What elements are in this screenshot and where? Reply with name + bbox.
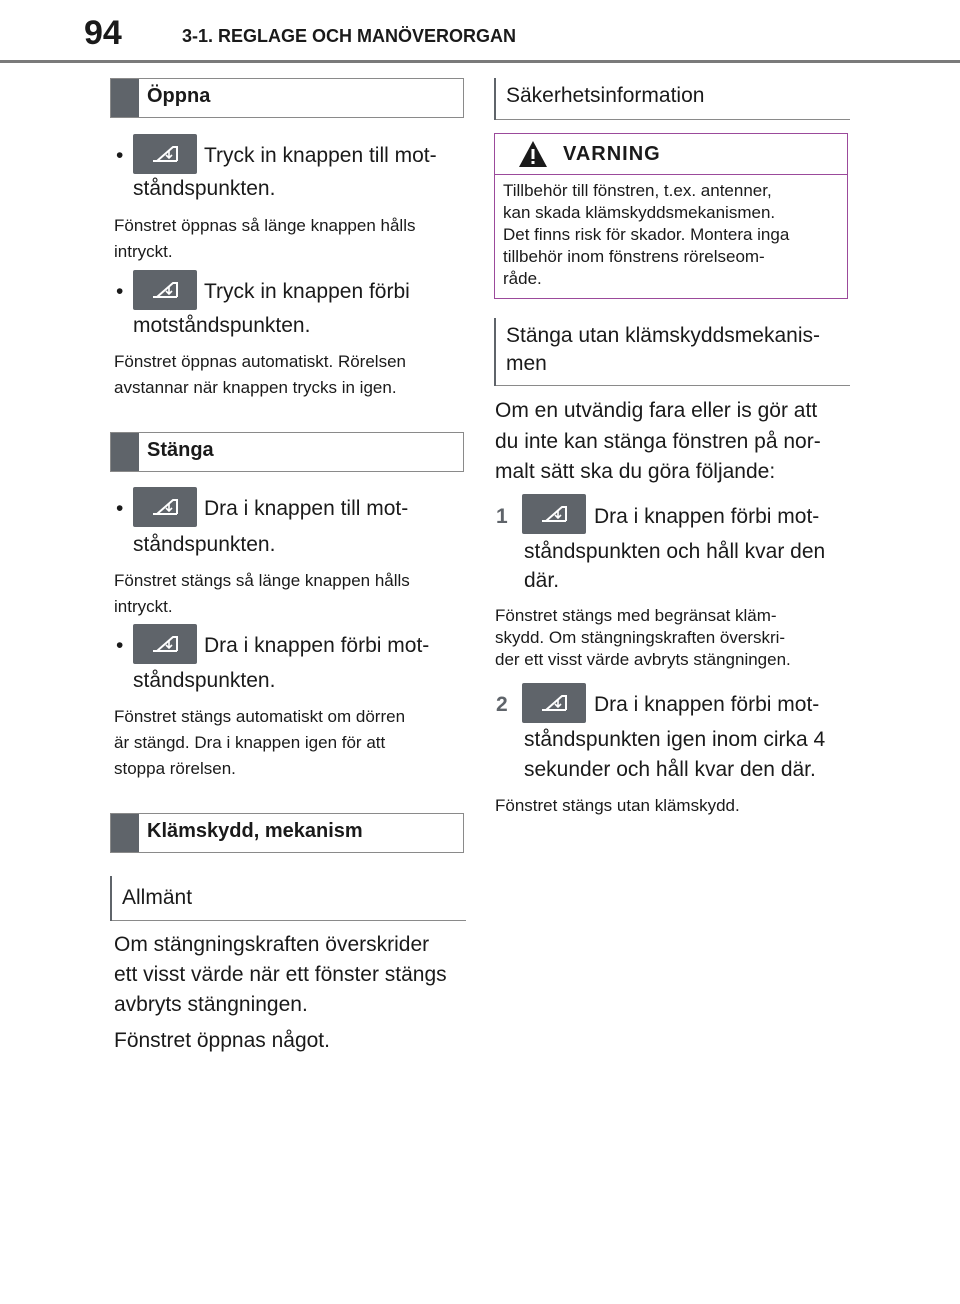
note-line: skydd. Om stängningskraften överskri- — [495, 628, 786, 647]
body-line: Fönstret öppnas något. — [114, 1029, 330, 1052]
note-line: intryckt. — [114, 242, 173, 261]
page-header — [0, 0, 960, 64]
note-line: der ett visst värde avbryts stängningen. — [495, 650, 791, 669]
subheading-allmant — [110, 876, 464, 921]
heading-oppna — [110, 78, 464, 118]
window-switch-icon — [522, 494, 586, 534]
body-line: Om en utvändig fara eller is gör att — [495, 399, 818, 422]
subheading-rule — [496, 119, 850, 120]
window-switch-icon — [522, 683, 586, 723]
instruction-line: där. — [524, 569, 560, 592]
subheading-text: Allmänt — [122, 886, 193, 909]
warning-body — [503, 180, 839, 290]
note-line: avstannar när knappen trycks in igen. — [114, 378, 397, 397]
note-line: Fönstret stängs med begränsat kläm- — [495, 606, 777, 625]
step-number: 2 — [496, 693, 508, 716]
heading-bar — [111, 433, 139, 471]
instruction-line: Dra i knappen förbi mot- — [204, 634, 430, 657]
note-line: Fönstret stängs utan klämskydd. — [495, 796, 740, 815]
instruction-line: ståndspunkten. — [133, 533, 276, 556]
bullet: • — [116, 280, 124, 303]
subheading-stanga-utan — [494, 318, 848, 386]
header-rule — [0, 60, 960, 63]
heading-klamskydd — [110, 813, 464, 853]
body-line: Om stängningskraften överskrider — [114, 933, 430, 956]
note-line: Fönstret öppnas automatiskt. Rörelsen — [114, 352, 406, 371]
subheading-text: men — [506, 352, 547, 375]
instruction-line: Dra i knappen förbi mot- — [594, 693, 820, 716]
instruction-line: Dra i knappen till mot- — [204, 497, 409, 520]
subheading-text: Säkerhetsinformation — [506, 84, 705, 107]
subheading-rule — [496, 385, 850, 386]
page-number: 94 — [84, 14, 122, 52]
instruction-line: sekunder och håll kvar den där. — [524, 758, 816, 781]
warning-line: Tillbehör till fönstren, t.ex. antenner, — [503, 181, 772, 200]
body-line: du inte kan stänga fönstren på nor- — [495, 430, 821, 453]
instruction-line: motståndspunkten. — [133, 314, 311, 337]
window-switch-icon — [133, 134, 197, 174]
instruction-line: ståndspunkten igen inom cirka 4 — [524, 728, 826, 751]
warning-line: tillbehör inom fönstrens rörelseom- — [503, 247, 765, 266]
heading-text: Stänga — [147, 439, 214, 461]
heading-stanga — [110, 432, 464, 472]
body-line: avbryts stängningen. — [114, 993, 308, 1016]
warning-triangle-icon — [517, 139, 549, 169]
bullet: • — [116, 634, 124, 657]
heading-bar — [111, 79, 139, 117]
warning-line: kan skada klämskyddsmekanismen. — [503, 203, 776, 222]
heading-text: Öppna — [147, 85, 211, 107]
warning-line: råde. — [503, 269, 542, 288]
note-line: intryckt. — [114, 597, 173, 616]
bullet: • — [116, 144, 124, 167]
instruction-line: Tryck in knappen förbi — [204, 280, 410, 303]
chapter-title: 3-1. REGLAGE OCH MANÖVERORGAN — [182, 26, 517, 46]
note-line: är stängd. Dra i knappen igen för att — [114, 733, 386, 752]
warning-header — [495, 134, 847, 175]
window-switch-icon — [133, 487, 197, 527]
note-line: Fönstret stängs automatiskt om dörren — [114, 707, 406, 726]
body-line: malt sätt ska du göra följande: — [495, 460, 776, 483]
window-switch-icon — [133, 624, 197, 664]
instruction-line: ståndspunkten och håll kvar den — [524, 540, 826, 563]
heading-text: Klämskydd, mekanism — [147, 820, 363, 842]
subheading-text: Stänga utan klämskyddsmekanis- — [506, 324, 820, 347]
subheading-sakerhet — [494, 78, 848, 120]
note-line: Fönstret öppnas så länge knappen hålls — [114, 216, 416, 235]
instruction-line: ståndspunkten. — [133, 177, 276, 200]
instruction-line: Dra i knappen förbi mot- — [594, 505, 820, 528]
note-line: Fönstret stängs så länge knappen hålls — [114, 571, 410, 590]
note-line: stoppa rörelsen. — [114, 759, 236, 778]
body-line: ett visst värde när ett fönster stängs — [114, 963, 447, 986]
instruction-line: ståndspunkten. — [133, 669, 276, 692]
heading-bar — [111, 814, 139, 852]
instruction-line: Tryck in knappen till mot- — [204, 144, 437, 167]
step-number: 1 — [496, 505, 508, 528]
window-switch-icon — [133, 270, 197, 310]
warning-line: Det finns risk för skador. Montera inga — [503, 225, 790, 244]
subheading-rule — [112, 920, 466, 921]
warning-title: VARNING — [563, 143, 661, 165]
warning-box — [494, 133, 848, 299]
bullet: • — [116, 497, 124, 520]
